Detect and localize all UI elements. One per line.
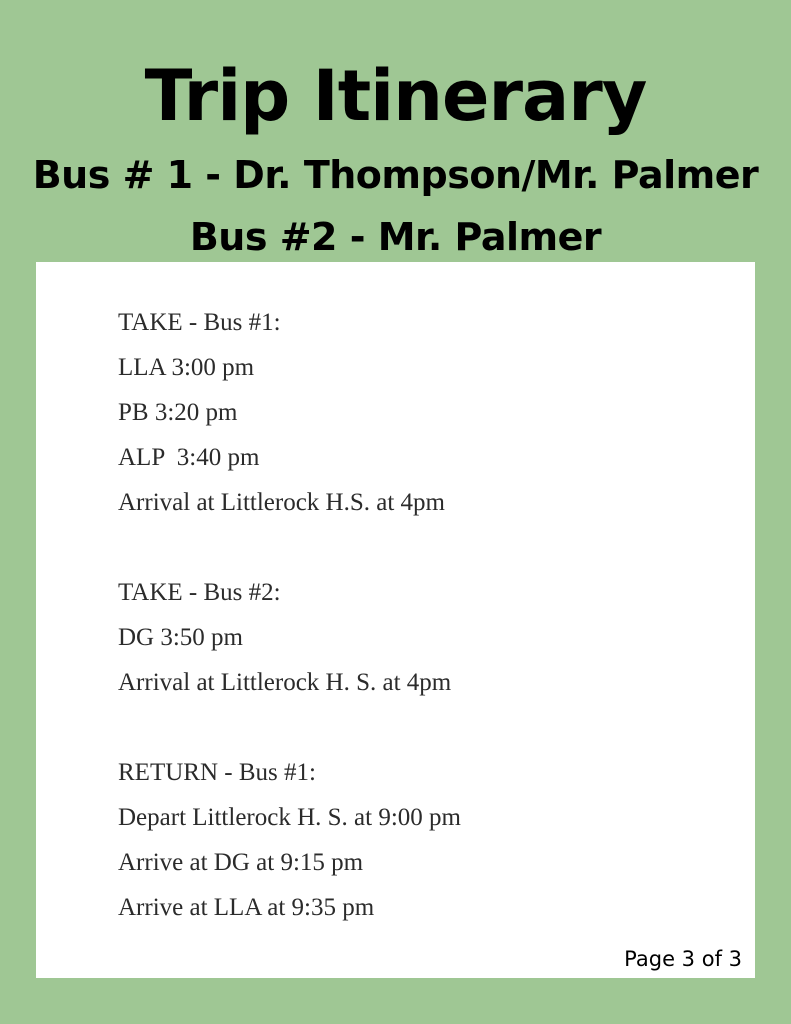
list-item: PB 3:20 pm xyxy=(118,399,238,426)
list-item: Arrive at DG at 9:15 pm xyxy=(118,849,364,876)
list-item: ALP 3:40 pm xyxy=(118,444,260,471)
section-spacer xyxy=(118,705,461,750)
take-bus-1-heading: TAKE - Bus #1: xyxy=(118,309,281,336)
list-item: LLA 3:00 pm xyxy=(118,354,255,381)
itinerary-list xyxy=(118,300,461,930)
section-spacer xyxy=(118,525,461,570)
itinerary-panel xyxy=(36,262,755,978)
page-number: Page 3 of 3 xyxy=(624,947,742,971)
return-bus-1-heading: RETURN - Bus #1: xyxy=(118,759,316,786)
list-item: Depart Littlerock H. S. at 9:00 pm xyxy=(118,804,461,831)
list-item: Arrival at Littlerock H.S. at 4pm xyxy=(118,489,446,516)
bus-2-chaperones: Bus #2 - Mr. Palmer xyxy=(189,215,602,259)
bus-1-chaperones: Bus # 1 - Dr. Thompson/Mr. Palmer xyxy=(32,153,759,197)
list-item: Arrival at Littlerock H. S. at 4pm xyxy=(118,669,452,696)
take-bus-2-heading: TAKE - Bus #2: xyxy=(118,579,281,606)
page-title: Trip Itinerary xyxy=(144,55,647,137)
list-item: Arrive at LLA at 9:35 pm xyxy=(118,894,375,921)
list-item: DG 3:50 pm xyxy=(118,624,243,651)
